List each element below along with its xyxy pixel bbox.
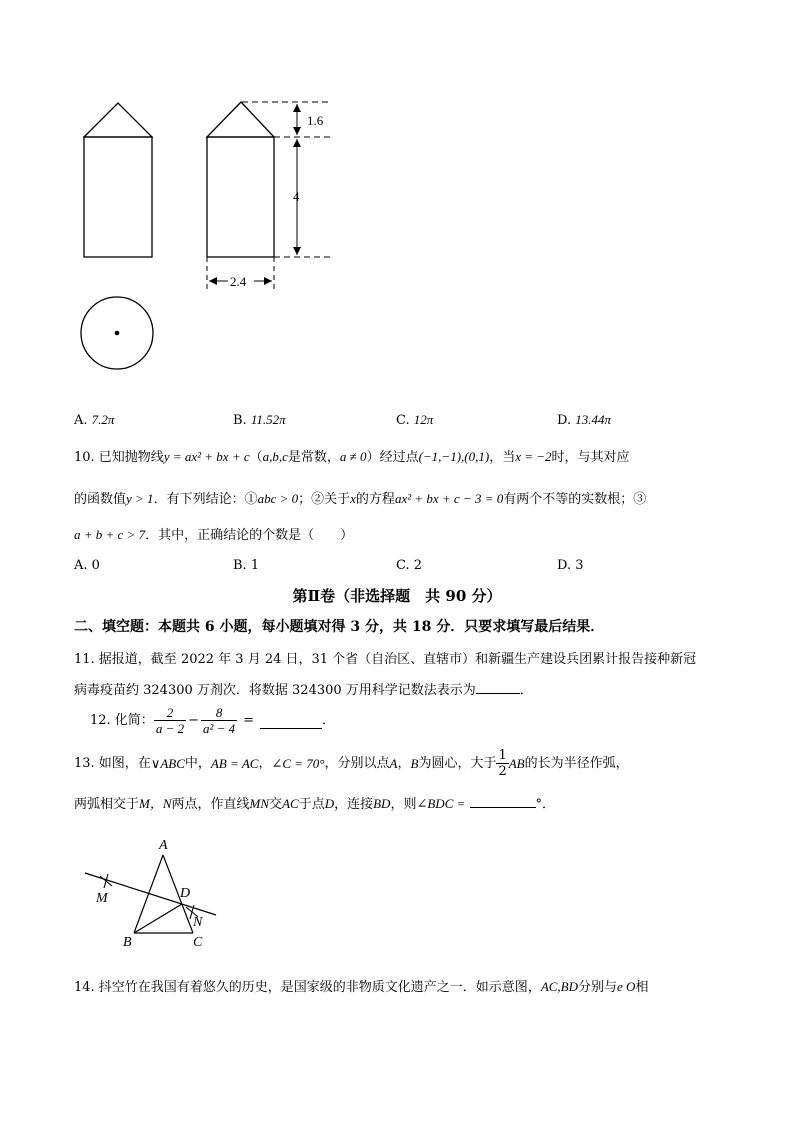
- dim-top-label: 1.6: [307, 113, 324, 128]
- label-c: C: [193, 935, 203, 950]
- side-view-triangle: [207, 102, 274, 137]
- side-ab: [134, 855, 163, 933]
- segment-bd: [134, 904, 182, 933]
- q13-figure: [80, 832, 230, 952]
- q10-option-b: B. 1: [233, 558, 260, 573]
- q10-option-c: C. 2: [396, 558, 423, 573]
- front-view-triangle: [84, 103, 152, 137]
- q13-answer-blank[interactable]: [470, 807, 536, 808]
- label-d: D: [180, 886, 191, 901]
- q14-line1: 14. 抖空竹在我国有着悠久的历史，是国家级的非物质文化遗产之一．如示意图，AC,BD分别与e O相: [74, 979, 649, 995]
- q13-line2: 两弧相交于M，N两点，作直线MN交AC于点D，连接BD，则∠BDC = °．: [74, 796, 556, 812]
- dim-width-label: 2.4: [230, 274, 247, 289]
- q12-line: 12. 化简： $\frac{2}{a - 2}$ − $\frac{8}{\text{a² − 4}}$ = ．: [90, 705, 336, 736]
- q12-fraction-2: $\frac{8}{\text{a² − 4}}$: [203, 705, 236, 736]
- label-a: A: [159, 838, 168, 853]
- q12-fraction-1: $\frac{2}{a - 2}$: [155, 705, 185, 736]
- section-heading: 第Ⅱ卷（非选择题 共 90 分）: [292, 587, 502, 605]
- q13-line1: 13. 如图，在 ∨ABC 中， AB = AC ， ∠C = 70° ，分别以点 A ， B 为圆心，大于 $\frac{1}{2}$ AB 的长为半径作弧，: [74, 748, 629, 779]
- q10-line1: 10. 已知抛物线y = ax² + bx + c（a,b,c是常数，a ≠ 0）经过点(−1,−1),(0,1)，当x = −2时，与其对应: [74, 449, 630, 465]
- q10-option-a: A. 0: [74, 558, 100, 573]
- front-view-rect: [84, 137, 152, 257]
- q11-line1: 11. 据报道，截至 2022 年 3 月 24 日，31 个省（自治区、直辖市）和新疆生产建设兵团累计报告接种新冠: [74, 652, 697, 667]
- q10-line2: 的函数值y > 1．有下列结论：①abc > 0；②关于x的方程ax² + bx + c − 3 = 0有两个不等的实数根；③: [74, 491, 647, 507]
- q10-option-d: D. 3: [557, 558, 584, 573]
- q9-option-a: A. 7.2π: [74, 412, 115, 428]
- label-n: N: [193, 915, 203, 930]
- q13-half-fraction: $\frac{1}{2}$: [498, 748, 507, 779]
- q11-answer-blank[interactable]: [476, 693, 520, 694]
- label-m: M: [96, 891, 108, 906]
- q10-line3: a + b + c > 7．其中，正确结论的个数是（ ）: [74, 527, 354, 543]
- q9-figure: [70, 95, 350, 400]
- side-view-rect: [207, 137, 274, 257]
- q9-option-d: D. 13.44π: [557, 412, 611, 428]
- q11-line2: 病毒疫苗约 324300 万剂次．将数据 324300 万用科学记数法表示为 ．: [74, 683, 533, 698]
- q9-option-b: B. 11.52π: [233, 412, 286, 428]
- part2-heading: 二、填空题：本题共 6 小题，每小题填对得 3 分，共 18 分．只要求填写最后结果．: [74, 619, 605, 635]
- top-view-center-dot: [115, 331, 120, 336]
- dim-body-label: 4: [293, 189, 300, 204]
- label-b: B: [123, 935, 132, 950]
- q9-option-c: C. 12π: [396, 412, 434, 428]
- q12-answer-blank[interactable]: [260, 712, 322, 729]
